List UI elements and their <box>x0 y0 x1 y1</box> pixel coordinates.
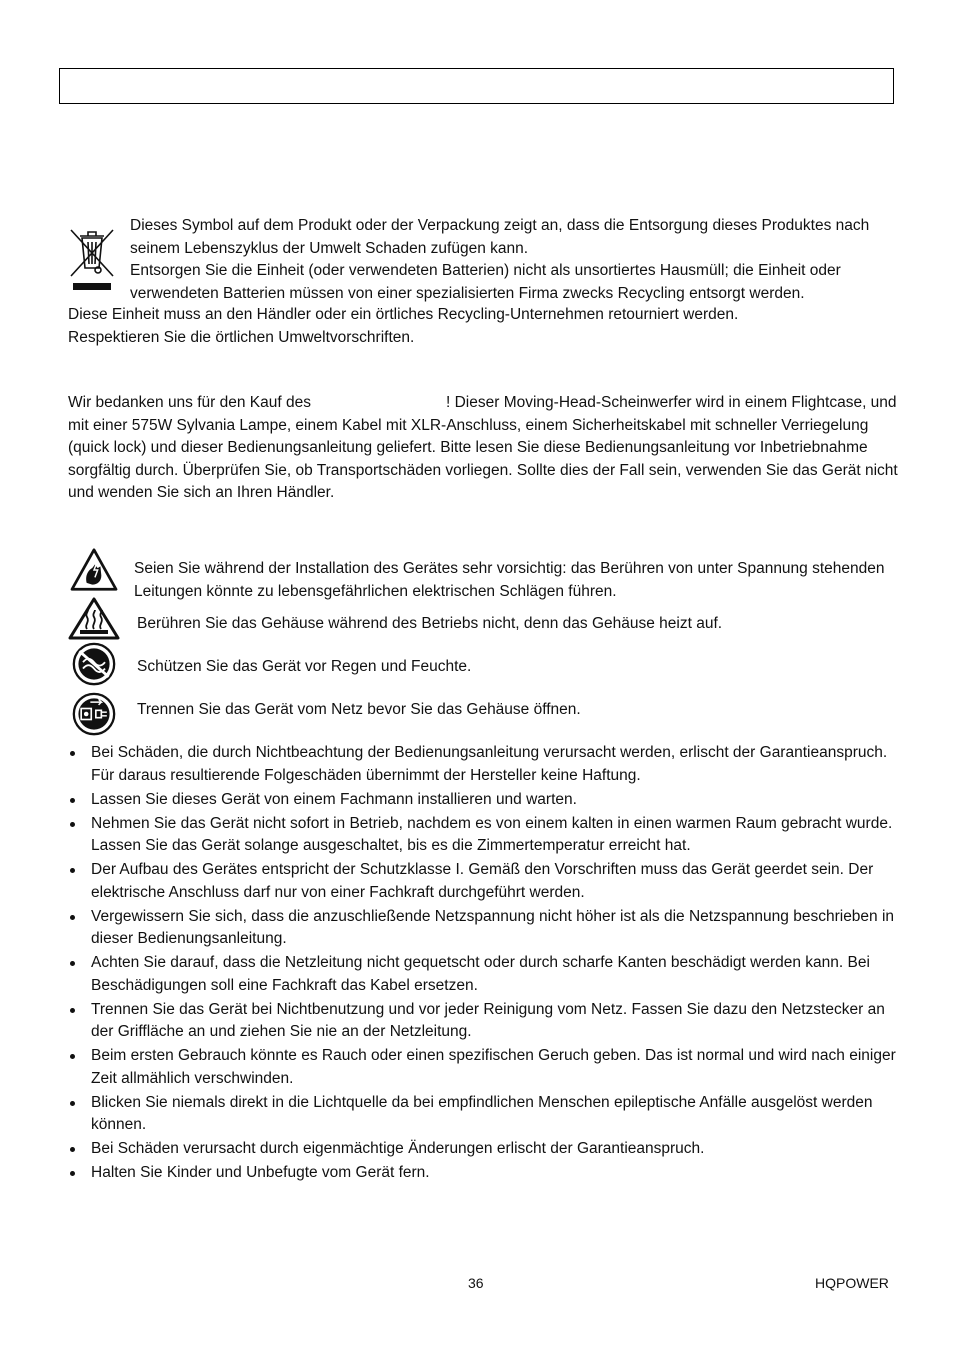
hot-surface-warning-icon <box>68 597 120 641</box>
intro-part-1: Wir bedanken uns für den Kauf des <box>68 394 311 411</box>
bullet-icon <box>70 915 75 920</box>
weee-line-3: Diese Einheit muss an den Händler oder ein örtliches Recycling-Unternehmen retourniert werden. <box>68 306 739 323</box>
list-item: Beim ersten Gebrauch könnte es Rauch oder einen spezifischen Geruch geben. Das ist normal und wird nach einiger Zeit allmählich verschwinden. <box>68 1045 898 1090</box>
list-item: Achten Sie darauf, dass die Netzleitung nicht gequetscht oder durch scharfe Kanten beschädigt werden kann. Bei Beschädigungen soll eine Fachkraft das Kabel ersetzen. <box>68 952 898 997</box>
bullet-icon <box>70 1147 75 1152</box>
intro-part-2: ! Dieser Moving-Head-Scheinwerfer wird in einem Flightcase, und mit einer 575W Sylvania Lampe, einem Kabel mit XLR-Anschluss, einem Sicherheitskabel mit schneller Verriegelung (quick lock) und dieser Bedienungsanleitung geliefert. Bitte lesen Sie diese Bedienungsanleitung vor Inbetriebnahme sorgfältig durch. Überprüfen Sie, ob Transportschäden vorliegen. Sollte dies der Fall sein, verwenden Sie das Gerät nicht und wenden Sie sich an Ihren Händler. <box>68 394 898 501</box>
list-item: Nehmen Sie das Gerät nicht sofort in Betrieb, nachdem es von einem kalten in einen warmen Raum gebracht wurde. Lassen Sie das Gerät solange ausgeschaltet, bis es die Zimmertemperatur erreicht hat. <box>68 813 898 858</box>
crossed-out-wheelie-bin-icon <box>68 222 116 292</box>
keep-dry-icon <box>68 642 120 686</box>
weee-notice <box>130 215 900 305</box>
bullet-icon <box>70 1101 75 1106</box>
footer-brand: HQPOWER <box>815 1275 889 1291</box>
weee-line-4: Respektieren Sie die örtlichen Umweltvorschriften. <box>68 328 415 346</box>
intro-paragraph <box>68 392 898 505</box>
list-item: Halten Sie Kinder und Unbefugte vom Gerät fern. <box>68 1162 898 1185</box>
bullet-icon <box>70 798 75 803</box>
bullet-icon <box>70 751 75 756</box>
weee-line-2: Entsorgen Sie die Einheit (oder verwendeten Batterien) nicht als unsortiertes Hausmüll; die Einheit oder verwendeten Batterien müssen von einer spezialisierten Firma zwecks Recycling entsorgt werden. <box>130 262 841 302</box>
list-item: Lassen Sie dieses Gerät von einem Fachmann installieren und warten. <box>68 789 898 812</box>
bullet-icon <box>70 1054 75 1059</box>
page-number: 36 <box>468 1275 484 1291</box>
list-item: Der Aufbau des Gerätes entspricht der Schutzklasse I. Gemäß den Vorschriften muss das Gerät geerdet sein. Der elektrische Anschluss darf nur von einer Fachkraft durchgeführt werden. <box>68 859 898 904</box>
warning-text-3: Schützen Sie das Gerät vor Regen und Feuchte. <box>137 658 472 675</box>
weee-notice-continued <box>68 304 898 349</box>
unplug-before-opening-icon <box>68 692 120 736</box>
bullet-icon <box>70 961 75 966</box>
bullet-icon <box>70 1008 75 1013</box>
bullet-icon <box>70 868 75 873</box>
list-item: Vergewissern Sie sich, dass die anzuschließende Netzspannung nicht höher ist als die Netzspannung beschrieben in dieser Bedienungsanleitung. <box>68 906 898 951</box>
bullet-icon <box>70 822 75 827</box>
list-item: Bei Schäden verursacht durch eigenmächtige Änderungen erlischt der Garantieanspruch. <box>68 1138 898 1161</box>
weee-line-1: Dieses Symbol auf dem Produkt oder der Verpackung zeigt an, dass die Entsorgung dieses Produktes nach seinem Lebenszyklus der Umwelt Schaden zufügen kann. <box>130 217 870 257</box>
warning-text-1: Seien Sie während der Installation des Gerätes sehr vorsichtig: das Berühren von unter Spannung stehenden Leitungen könnte zu lebensgefährlichen elektrischen Schlägen führen. <box>134 560 885 600</box>
bullet-icon <box>70 1171 75 1176</box>
warning-text-2: Berühren Sie das Gehäuse während des Betriebs nicht, denn das Gehäuse heizt auf. <box>137 615 723 632</box>
list-item: Bei Schäden, die durch Nichtbeachtung der Bedienungsanleitung verursacht werden, erlischt der Garantieanspruch. Für daraus resultierende Folgeschäden übernimmt der Hersteller keine Haftung. <box>68 742 898 787</box>
electric-shock-warning-icon <box>68 548 120 592</box>
list-item: Trennen Sie das Gerät bei Nichtbenutzung und vor jeder Reinigung vom Netz. Fassen Sie dazu den Netzstecker an der Griffläche an und ziehen Sie nie an der Netzleitung. <box>68 999 898 1044</box>
warning-text-4: Trennen Sie das Gerät vom Netz bevor Sie das Gehäuse öffnen. <box>137 701 581 718</box>
title-box <box>59 68 894 104</box>
list-item: Blicken Sie niemals direkt in die Lichtquelle da bei empfindlichen Menschen epileptische Anfälle ausgelöst werden können. <box>68 1092 898 1137</box>
safety-instructions-list <box>68 742 898 1186</box>
